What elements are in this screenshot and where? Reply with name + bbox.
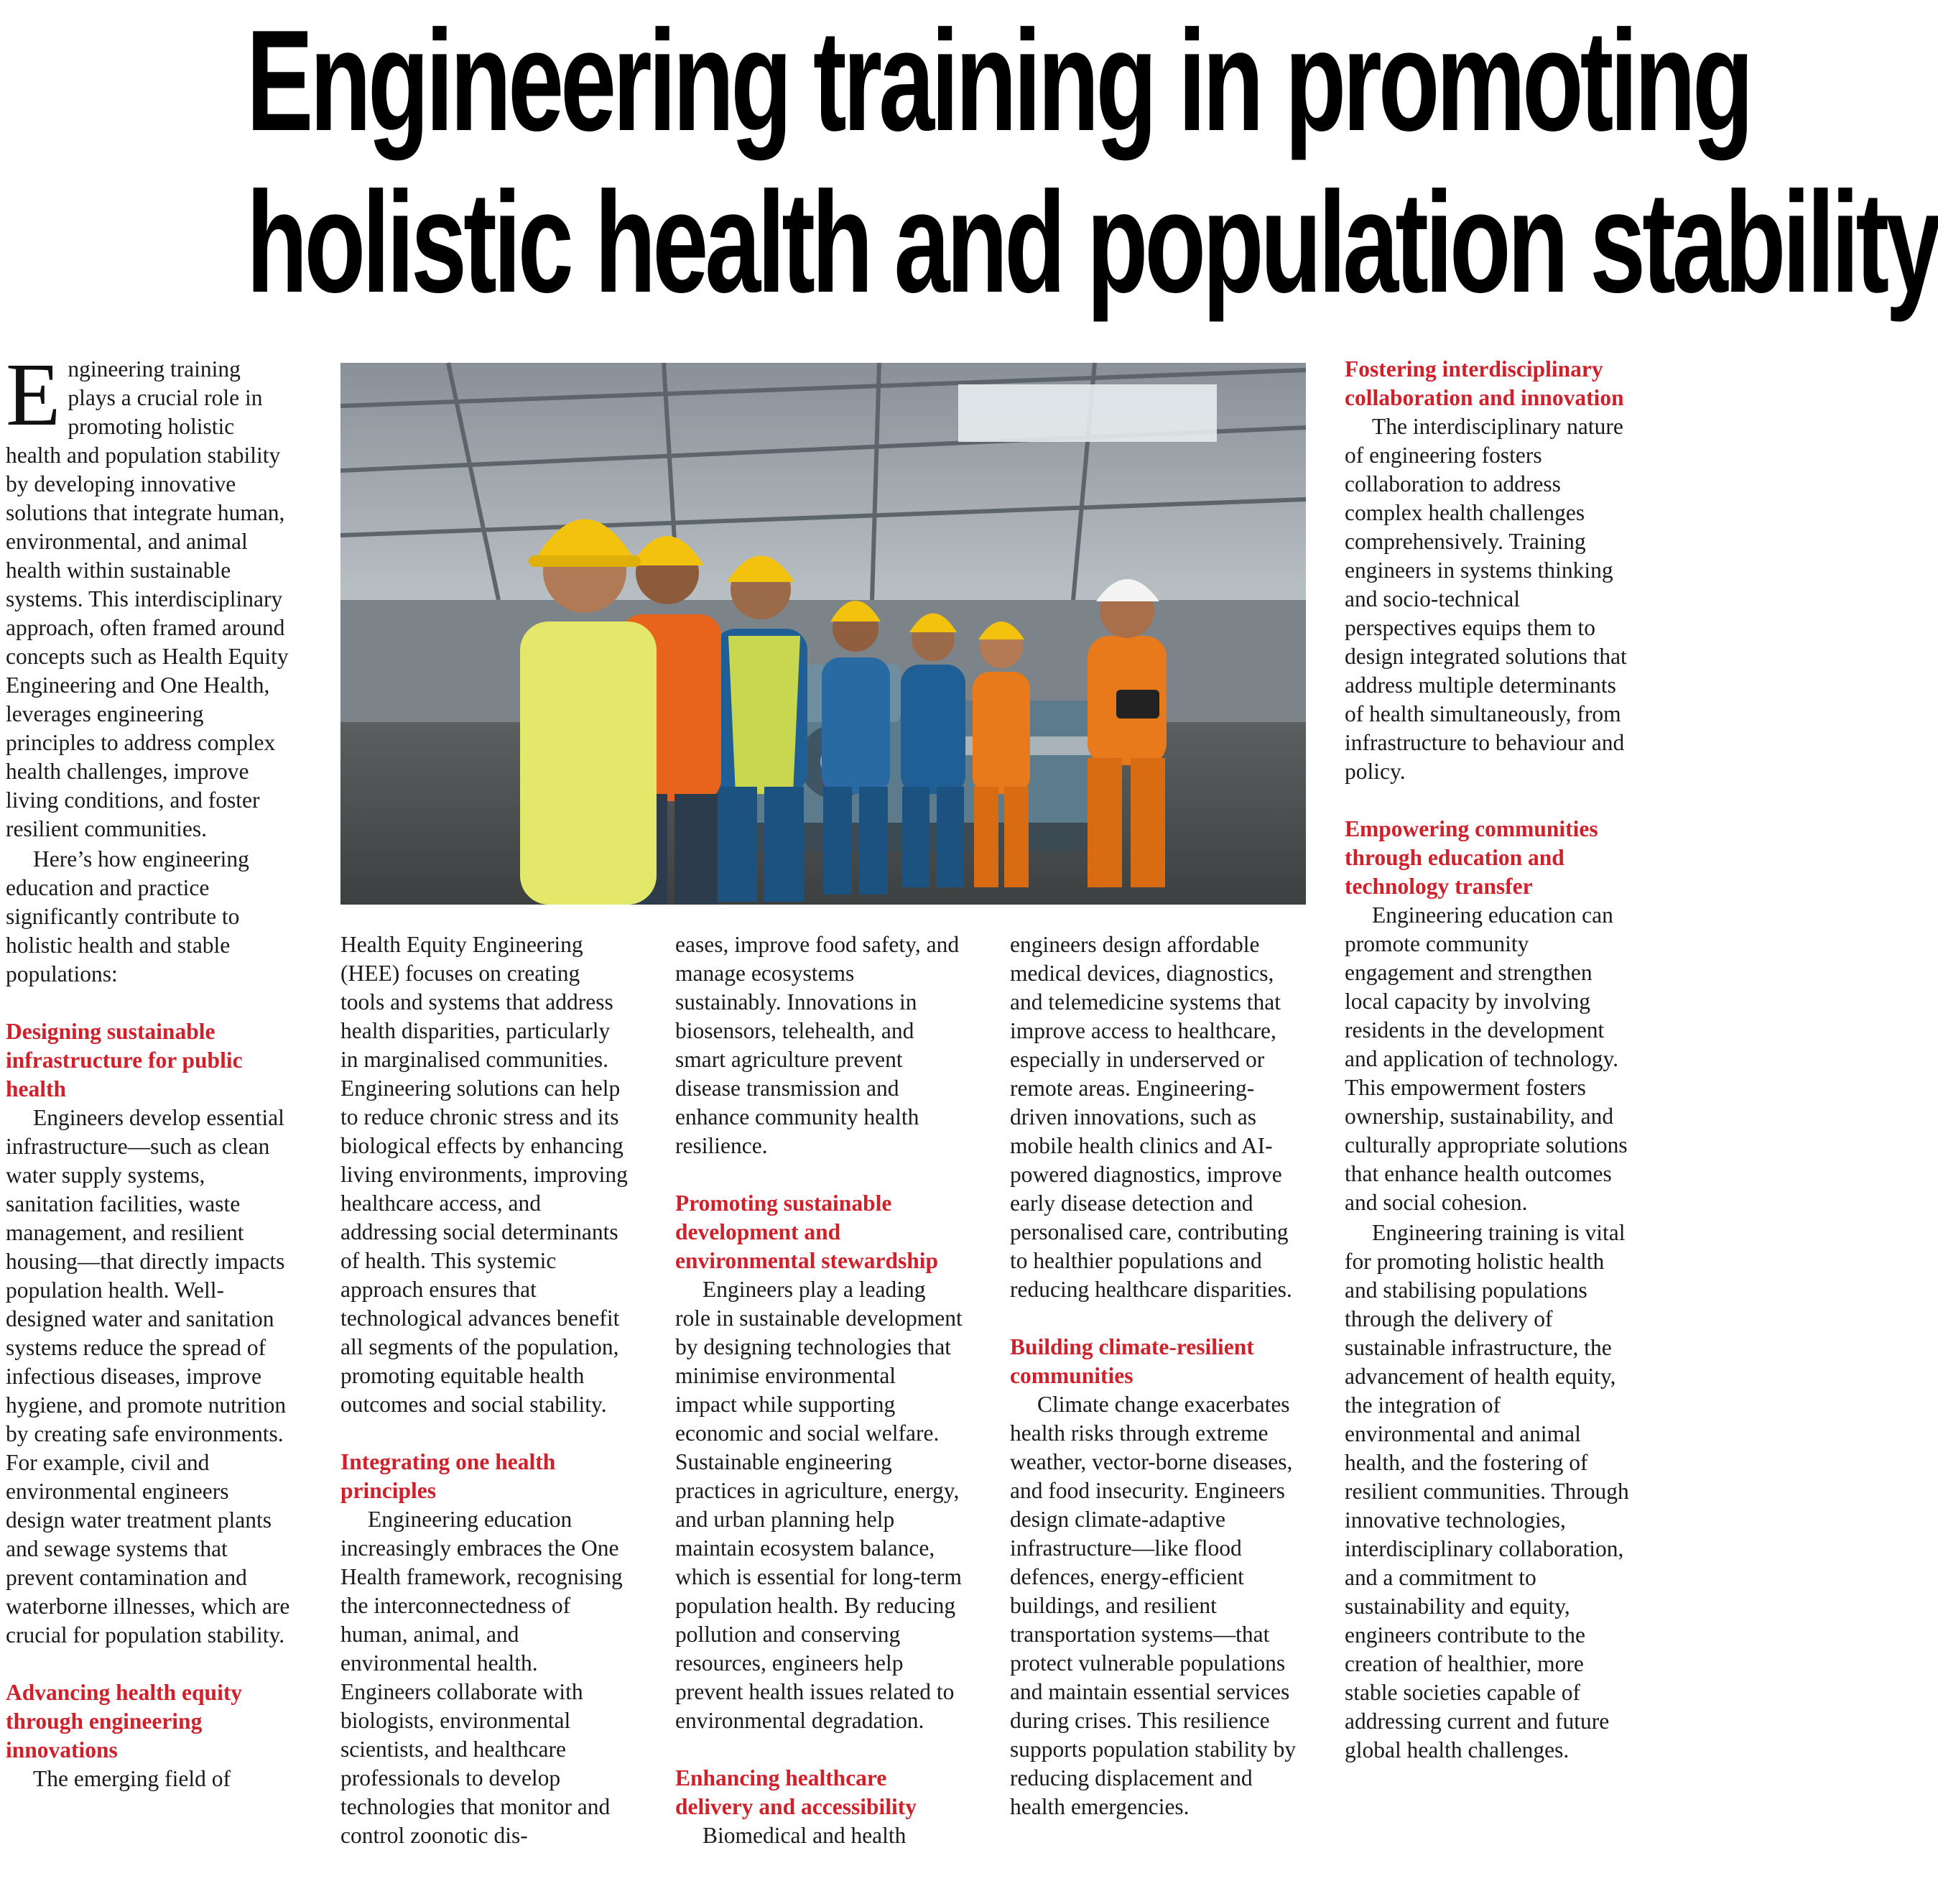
intro-paragraph [6,346,293,844]
body-healthcare-delivery: engineers design affordable medical devices, diagnostics, and telemedicine systems that improve access to healthcare, especially in underserved or remote areas. Engineering-driven innovations, such as mobile health clinics and AI-powered diagnostics, improve early disease detection and personalised care, contributing to healthier populations and reducing healthcare disparities. [1010,932,1292,1302]
conclusion-paragraph: Engineering training is vital for promoting holistic health and stabilising populations through the delivery of sustainable infrastructure, the advancement of health equity, the integration of environmental and animal health, and the fostering of resilient communities. Through innovative technologies, interdisciplinary collaboration, and a commitment to sustainability and equity, engineers contribute to the creation of healthier, more stable societies capable of addressing current and future global health challenges. [1345,1220,1629,1762]
body-infrastructure: Engineers develop essential infrastructure—such as clean water supply systems, sanitation facilities, waste management, and resilient housing—that directly impacts population health. Well-designed water and sanitation systems reduce the spread of infectious diseases, improve hygiene, and promote nutrition by creating safe environments. For example, civil and environmental engineers design water treatment plants and sewage systems that prevent contamination and waterborne illnesses, which are crucial for population stability. [6,1105,290,1647]
column-1 [6,346,293,1795]
intro-paragraph-2: Here’s how engineering education and practice significantly contribute to holistic health and stable populations: [6,846,249,986]
body-one-health-cont: eases, improve food safety, and manage ecosystems sustainably. Innovations in biosensors, telehealth, and smart agriculture prevent disease transmission and enhance community health resilience. [675,932,960,1158]
subhead-interdisciplinary: Fostering interdisciplinary collaboration and innovation [1345,356,1624,410]
body-health-equity: Health Equity Engineering (HEE) focuses on creating tools and systems that address health disparities, particularly in marginalised communities. Engineering solutions can help to reduce chronic stress and its biological effects by enhancing living environments, improving healthcare access, and addressing social determinants of health. This systemic approach ensures that technological advances benefit all segments of the population, promoting equitable health outcomes and social stability. [340,932,628,1417]
body-health-equity-start: The emerging field of [33,1766,231,1791]
body-empowering-communities: Engineering education can promote community engagement and strengthen local capacity by involving residents in the development and application of technology. This empowerment fosters ownership, sustainability, and culturally appropriate solutions that enhance health outcomes and social cohesion. [1345,902,1628,1215]
subhead-sustainable-development: Promoting sustainable development and environmental stewardship [675,1191,939,1273]
body-one-health: Engineering education increasingly embraces the One Health framework, recognising the interconnectedness of human, animal, and environmental health. Engineers collaborate with biologists, environmental scientists, and healthcare professionals to develop technologies that monitor and control zoonotic dis- [340,1507,623,1848]
drop-cap: E [6,346,61,445]
headline [246,0,1938,338]
subhead-health-equity: Advancing health equity through engineering innovations [6,1680,243,1762]
workshop-training-photo [340,363,1306,905]
column-3 [675,930,963,1852]
column-2 [340,930,628,1852]
subhead-empowering-communities: Empowering communities through education and technology transfer [1345,816,1598,899]
body-sustainable-development: Engineers play a leading role in sustainable development by designing technologies that minimise environmental impact while supporting economic and social welfare. Sustainable engineering practices in agriculture, energy, and urban planning help maintain ecosystem balance, which is essential for long-term population health. By reducing pollution and conserving resources, engineers help prevent health issues related to environmental degradation. [675,1277,963,1733]
intro-text: ngineering training plays a crucial role in promoting holistic health and population stability by developing innovative solutions that integrate human, environmental, and animal health within sustainable systems. This interdisciplinary approach, often framed around concepts such as Health Equity Engineering and One Health, leverages engineering principles to address complex health challenges, improve living conditions, and foster resilient communities. [6,356,289,841]
headline-line-2: holistic health and population stability [246,162,1938,323]
subhead-healthcare-delivery: Enhancing healthcare delivery and accessibility [675,1765,917,1819]
subhead-climate-resilient: Building climate-resilient communities [1010,1334,1254,1388]
body-interdisciplinary: The interdisciplinary nature of engineering fosters collaboration to address complex health challenges comprehensively. Training engineers in systems thinking and socio-technical perspectives equips them to design integrated solutions that address multiple determinants of health simultaneously, from infrastructure to behaviour and policy. [1345,414,1627,784]
article-photo [340,363,1306,905]
body-healthcare-delivery-start: Biomedical and health [703,1823,907,1848]
body-climate-resilient: Climate change exacerbates health risks through extreme weather, vector-borne diseases, and food insecurity. Engineers design climate-adaptive infrastructure—like flood defences, energy-efficient buildings, and resilient transportation systems—that protect vulnerable populations and maintain essential services during crises. This resilience supports population stability by reducing displacement and health emergencies. [1010,1392,1297,1819]
column-4 [1010,930,1297,1823]
skylight [958,384,1217,442]
subhead-infrastructure: Designing sustainable infrastructure for public health [6,1019,243,1101]
subhead-one-health: Integrating one health principles [340,1449,556,1503]
column-5 [1345,355,1632,1766]
headline-line-1: Engineering training in promoting [246,1,1751,161]
